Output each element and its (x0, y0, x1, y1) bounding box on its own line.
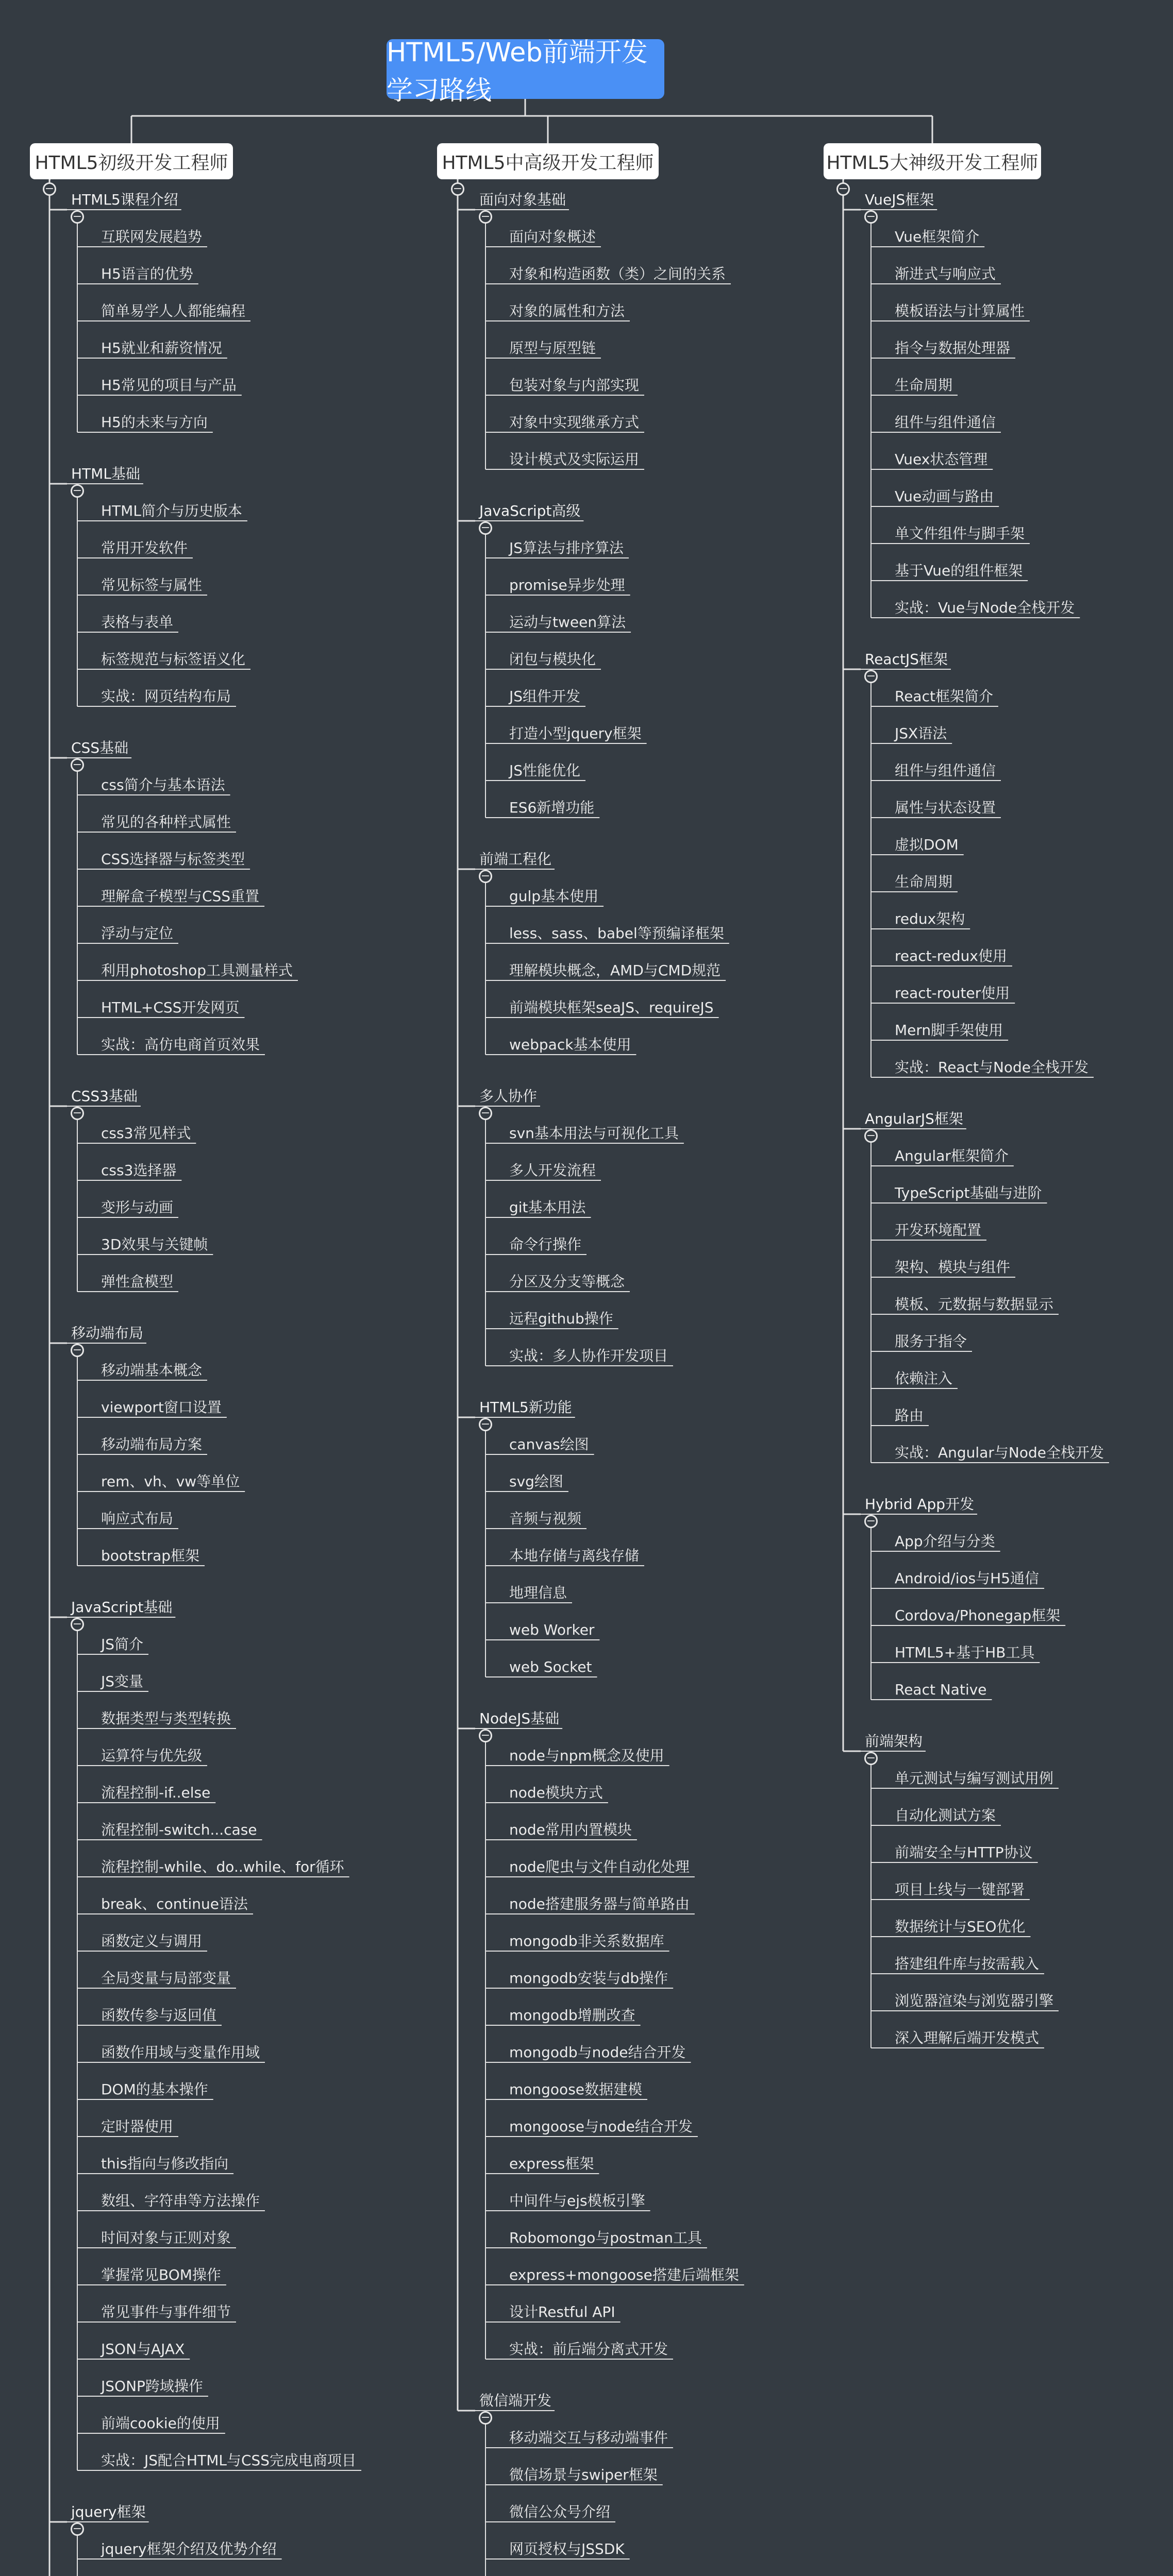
list-item[interactable]: JS性能优化 (509, 762, 581, 779)
list-item[interactable]: mongodb增删改查 (509, 2007, 635, 2024)
list-item[interactable]: 常用开发软件 (101, 539, 188, 556)
list-item[interactable]: viewport窗口设置 (101, 1399, 222, 1416)
list-item[interactable]: mongoose数据建模 (509, 2081, 643, 2098)
list-item[interactable]: 前端模块框架seaJS、requireJS (509, 999, 714, 1016)
list-item[interactable]: 函数作用域与变量作用域 (101, 2044, 260, 2061)
list-item[interactable]: 生命周期 (895, 377, 953, 394)
list-item[interactable]: H5就业和薪资情况 (101, 340, 222, 357)
list-item[interactable]: 浮动与定位 (101, 925, 174, 942)
list-item[interactable]: 开发环境配置 (895, 1222, 982, 1239)
list-item[interactable]: 微信场景与swiper框架 (509, 2466, 658, 2483)
list-item[interactable]: 服务于指令 (895, 1333, 967, 1350)
list-item[interactable]: 组件与组件通信 (895, 762, 996, 779)
list-item[interactable]: 项目上线与一键部署 (895, 1881, 1025, 1898)
list-item[interactable]: svg绘图 (509, 1473, 563, 1490)
list-item[interactable]: 实战：多人协作开发项目 (509, 1347, 668, 1364)
list-item[interactable]: canvas绘图 (509, 1436, 589, 1453)
list-item[interactable]: rem、vh、vw等单位 (101, 1473, 240, 1490)
section-2-4-toggle[interactable]: − (479, 1107, 492, 1120)
list-item[interactable]: 设计模式及实际运用 (509, 451, 640, 468)
list-item[interactable]: 命令行操作 (509, 1236, 582, 1253)
list-item[interactable]: 实战：React与Node全栈开发 (895, 1059, 1089, 1076)
list-item[interactable]: 响应式布局 (101, 1510, 174, 1527)
column-header-1: HTML5初级开发工程师 (30, 143, 233, 179)
list-item[interactable]: 常见标签与属性 (101, 577, 203, 594)
list-item[interactable]: App介绍与分类 (895, 1533, 995, 1550)
column-2-toggle[interactable]: − (451, 182, 464, 196)
section-2-7-toggle[interactable]: − (479, 2411, 492, 2425)
list-item[interactable]: H5的未来与方向 (101, 414, 208, 431)
section-2-3-toggle[interactable]: − (479, 870, 492, 883)
list-item[interactable]: 微信公众号介绍 (509, 2503, 611, 2520)
section-title[interactable]: jquery框架 (71, 2503, 146, 2520)
list-item[interactable]: 依赖注入 (895, 1370, 953, 1387)
list-item[interactable]: mongodb非关系数据库 (509, 1933, 664, 1950)
list-item[interactable]: 网页授权与JSSDK (509, 2540, 625, 2557)
list-item[interactable]: promise异步处理 (509, 577, 625, 594)
section-title[interactable]: ReactJS框架 (865, 651, 948, 668)
list-item[interactable]: css简介与基本语法 (101, 776, 225, 793)
list-item[interactable]: 前端cookie的使用 (101, 2415, 220, 2432)
list-item[interactable]: 流程控制-if..else (101, 1784, 211, 1801)
list-item[interactable]: JSON与AJAX (101, 2341, 185, 2358)
section-title[interactable]: 前端架构 (865, 1733, 923, 1750)
list-item[interactable]: css3选择器 (101, 1162, 177, 1179)
list-item[interactable]: DOM的基本操作 (101, 2081, 208, 2098)
list-item[interactable]: 属性与状态设置 (895, 799, 996, 816)
list-item[interactable]: mongodb安装与db操作 (509, 1970, 668, 1987)
list-item[interactable]: 基于Vue的组件框架 (895, 562, 1023, 579)
list-item[interactable]: 组件与组件通信 (895, 414, 996, 431)
list-item[interactable]: 流程控制-while、do..while、for循环 (101, 1858, 344, 1875)
list-item[interactable]: 常见的各种样式属性 (101, 814, 231, 831)
list-item[interactable]: node与npm概念及使用 (509, 1747, 664, 1764)
section-title[interactable]: AngularJS框架 (865, 1110, 963, 1127)
list-item[interactable]: 设计Restful API (509, 2303, 615, 2320)
section-1-4-toggle[interactable]: − (71, 1107, 84, 1120)
list-item[interactable]: webpack基本使用 (509, 1036, 631, 1053)
list-item[interactable]: 生命周期 (895, 873, 953, 890)
section-3-5-toggle[interactable]: − (864, 1752, 878, 1765)
list-item[interactable]: 移动端基本概念 (101, 1362, 203, 1379)
page-title: HTML5/Web前端开发学习路线 (387, 39, 664, 99)
column-1-toggle[interactable]: − (43, 182, 56, 196)
list-item[interactable]: HTML5+基于HB工具 (895, 1644, 1035, 1661)
list-item[interactable]: H5语言的优势 (101, 265, 193, 282)
section-title[interactable]: 面向对象基础 (479, 191, 566, 208)
list-item[interactable]: 单文件组件与脚手架 (895, 525, 1025, 542)
list-item[interactable]: JSONP跨域操作 (101, 2378, 203, 2395)
section-2-2-toggle[interactable]: − (479, 521, 492, 535)
list-item[interactable]: 移动端布局方案 (101, 1436, 203, 1453)
list-item[interactable]: 时间对象与正则对象 (101, 2229, 231, 2246)
list-item[interactable]: JS变量 (101, 1673, 144, 1690)
list-item[interactable]: 多人开发流程 (509, 1162, 596, 1179)
list-item[interactable]: JS组件开发 (509, 688, 581, 705)
list-item[interactable]: JS简介 (101, 1636, 144, 1653)
section-title[interactable]: 前端工程化 (479, 851, 552, 868)
list-item[interactable]: 浏览器渲染与浏览器引擎 (895, 1992, 1054, 2009)
list-item[interactable]: 单元测试与编写测试用例 (895, 1770, 1054, 1787)
list-item[interactable]: 表格与表单 (101, 614, 174, 631)
list-item[interactable]: 实战：网页结构布局 (101, 688, 231, 705)
column-3-toggle[interactable]: − (836, 182, 850, 196)
list-item[interactable]: 函数定义与调用 (101, 1933, 203, 1950)
list-item[interactable]: Vue动画与路由 (895, 488, 994, 505)
section-1-6-toggle[interactable]: − (71, 1618, 84, 1631)
section-title[interactable]: 微信端开发 (479, 2392, 552, 2409)
list-item[interactable]: 简单易学人人都能编程 (101, 302, 246, 319)
section-1-3-toggle[interactable]: − (71, 758, 84, 772)
section-1-2-toggle[interactable]: − (71, 484, 84, 498)
section-3-4-toggle[interactable]: − (864, 1515, 878, 1528)
section-3-3-toggle[interactable]: − (864, 1129, 878, 1143)
list-item[interactable]: 实战：高仿电商首页效果 (101, 1036, 260, 1053)
list-item[interactable]: 原型与原型链 (509, 340, 596, 357)
section-title[interactable]: 多人协作 (479, 1088, 538, 1105)
list-item[interactable]: 架构、模块与组件 (895, 1259, 1011, 1276)
list-item[interactable]: git基本用法 (509, 1199, 586, 1216)
section-title[interactable]: JavaScript基础 (71, 1599, 173, 1616)
list-item[interactable]: 模板、元数据与数据显示 (895, 1296, 1054, 1313)
list-item[interactable]: redux架构 (895, 910, 965, 927)
list-item[interactable]: 互联网发展趋势 (101, 228, 203, 245)
list-item[interactable]: 利用photoshop工具测量样式 (101, 962, 293, 979)
list-item[interactable]: web Worker (509, 1621, 595, 1638)
list-item[interactable]: ES6新增功能 (509, 799, 595, 816)
list-item[interactable]: 函数传参与返回值 (101, 2007, 217, 2024)
list-item[interactable]: Cordova/Phonegap框架 (895, 1607, 1061, 1624)
list-item[interactable]: HTML+CSS开发网页 (101, 999, 240, 1016)
list-item[interactable]: 中间件与ejs模板引擎 (509, 2192, 645, 2209)
list-item[interactable]: 闭包与模块化 (509, 651, 596, 668)
section-title[interactable]: HTML5新功能 (479, 1399, 572, 1416)
section-1-1-toggle[interactable]: − (71, 210, 84, 224)
list-item[interactable]: 数据统计与SEO优化 (895, 1918, 1026, 1935)
section-title[interactable]: VueJS框架 (865, 191, 934, 208)
list-item[interactable]: 路由 (895, 1407, 924, 1424)
list-item[interactable]: css3常见样式 (101, 1125, 191, 1142)
list-item[interactable]: node爬虫与文件自动化处理 (509, 1858, 690, 1875)
list-item[interactable]: node常用内置模块 (509, 1821, 632, 1838)
list-item[interactable]: less、sass、babel等预编译框架 (509, 925, 724, 942)
list-item[interactable]: React框架简介 (895, 688, 993, 705)
list-item[interactable]: React Native (895, 1681, 987, 1698)
list-item[interactable]: react-router使用 (895, 985, 1010, 1002)
list-item[interactable]: break、continue语法 (101, 1895, 248, 1912)
list-item[interactable]: gulp基本使用 (509, 888, 599, 905)
list-item[interactable]: bootstrap框架 (101, 1547, 200, 1564)
section-title[interactable]: CSS基础 (71, 739, 129, 756)
section-title[interactable]: CSS3基础 (71, 1088, 138, 1105)
list-item[interactable]: this指向与修改指向 (101, 2155, 229, 2172)
section-2-5-toggle[interactable]: − (479, 1418, 492, 1431)
list-item[interactable]: 前端安全与HTTP协议 (895, 1844, 1033, 1861)
list-item[interactable]: JSX语法 (895, 725, 947, 742)
list-item[interactable]: 远程github操作 (509, 1310, 613, 1327)
list-item[interactable]: express框架 (509, 2155, 594, 2172)
list-item[interactable]: 面向对象概述 (509, 228, 596, 245)
list-item[interactable]: 理解模块概念，AMD与CMD规范 (509, 962, 721, 979)
list-item[interactable]: 常见事件与事件细节 (101, 2303, 231, 2320)
list-item[interactable]: express+mongoose搭建后端框架 (509, 2266, 739, 2283)
list-item[interactable]: 渐进式与响应式 (895, 265, 996, 282)
list-item[interactable]: 数组、字符串等方法操作 (101, 2192, 260, 2209)
list-item[interactable]: Vuex状态管理 (895, 451, 988, 468)
section-1-5-toggle[interactable]: − (71, 1344, 84, 1357)
list-item[interactable]: Angular框架简介 (895, 1147, 1009, 1164)
list-item[interactable]: 实战：Angular与Node全栈开发 (895, 1444, 1104, 1461)
list-item[interactable]: Robomongo与postman工具 (509, 2229, 702, 2246)
list-item[interactable]: TypeScript基础与进阶 (895, 1184, 1042, 1201)
section-2-6-toggle[interactable]: − (479, 1729, 492, 1742)
list-item[interactable]: 实战：前后端分离式开发 (509, 2341, 668, 2358)
section-title[interactable]: NodeJS基础 (479, 1710, 560, 1727)
section-title[interactable]: Hybrid App开发 (865, 1496, 975, 1513)
list-item[interactable]: 指令与数据处理器 (895, 340, 1011, 357)
list-item[interactable]: 标签规范与标签语义化 (101, 651, 246, 668)
list-item[interactable]: JS算法与排序算法 (509, 539, 624, 556)
list-item[interactable]: 本地存储与离线存储 (509, 1547, 640, 1564)
list-item[interactable]: 对象的属性和方法 (509, 302, 625, 319)
list-item[interactable]: 包装对象与内部实现 (509, 377, 640, 394)
list-item[interactable]: 搭建组件库与按需载入 (895, 1955, 1040, 1972)
list-item[interactable]: 音频与视频 (509, 1510, 582, 1527)
list-item[interactable]: 运动与tween算法 (509, 614, 626, 631)
section-2-1-toggle[interactable]: − (479, 210, 492, 224)
section-title[interactable]: HTML基础 (71, 465, 140, 482)
list-item[interactable]: 自动化测试方案 (895, 1807, 996, 1824)
list-item[interactable]: 地理信息 (509, 1584, 567, 1601)
section-title[interactable]: JavaScript高级 (479, 502, 581, 519)
list-item[interactable]: 深入理解后端开发模式 (895, 2029, 1040, 2046)
list-item[interactable]: react-redux使用 (895, 947, 1007, 964)
section-1-7-toggle[interactable]: − (71, 2522, 84, 2536)
list-item[interactable]: mongodb与node结合开发 (509, 2044, 686, 2061)
list-item[interactable]: 对象和构造函数（类）之间的关系 (509, 265, 726, 282)
column-header-3: HTML5大神级开发工程师 (824, 143, 1041, 179)
list-item[interactable]: 数据类型与类型转换 (101, 1710, 231, 1727)
list-item[interactable]: 理解盒子模型与CSS重置 (101, 888, 260, 905)
list-item[interactable]: 分区及分支等概念 (509, 1273, 625, 1290)
section-title[interactable]: HTML5课程介绍 (71, 191, 178, 208)
list-item[interactable]: 3D效果与关键帧 (101, 1236, 208, 1253)
list-item[interactable]: 模板语法与计算属性 (895, 302, 1025, 319)
list-item[interactable]: node模块方式 (509, 1784, 603, 1801)
list-item[interactable]: 定时器使用 (101, 2118, 174, 2135)
section-3-2-toggle[interactable]: − (864, 670, 878, 683)
list-item[interactable]: web Socket (509, 1658, 592, 1675)
list-item[interactable]: node搭建服务器与简单路由 (509, 1895, 690, 1912)
column-header-2: HTML5中高级开发工程师 (437, 143, 659, 179)
list-item[interactable]: H5常见的项目与产品 (101, 377, 237, 394)
list-item[interactable]: 虚拟DOM (895, 836, 959, 853)
list-item[interactable]: 移动端交互与移动端事件 (509, 2429, 668, 2446)
list-item[interactable]: 打造小型jquery框架 (509, 725, 642, 742)
section-3-1-toggle[interactable]: − (864, 210, 878, 224)
list-item[interactable]: 实战：JS配合HTML与CSS完成电商项目 (101, 2452, 357, 2469)
list-item[interactable]: svn基本用法与可视化工具 (509, 1125, 679, 1142)
list-item[interactable]: Mern脚手架使用 (895, 1022, 1003, 1039)
list-item[interactable]: Vue框架简介 (895, 228, 980, 245)
section-title[interactable]: 移动端布局 (71, 1325, 144, 1342)
list-item[interactable]: jquery框架介绍及优势介绍 (101, 2540, 277, 2557)
list-item[interactable]: 对象中实现继承方式 (509, 414, 640, 431)
list-item[interactable]: 运算符与优先级 (101, 1747, 203, 1764)
list-item[interactable]: mongoose与node结合开发 (509, 2118, 693, 2135)
list-item[interactable]: CSS选择器与标签类型 (101, 851, 245, 868)
list-item[interactable]: 变形与动画 (101, 1199, 174, 1216)
list-item[interactable]: 弹性盒模型 (101, 1273, 174, 1290)
list-item[interactable]: 流程控制-switch...case (101, 1821, 257, 1838)
list-item[interactable]: 实战：Vue与Node全栈开发 (895, 599, 1075, 616)
list-item[interactable]: 掌握常见BOM操作 (101, 2266, 221, 2283)
list-item[interactable]: 全局变量与局部变量 (101, 1970, 231, 1987)
list-item[interactable]: Android/ios与H5通信 (895, 1570, 1040, 1587)
list-item[interactable]: HTML简介与历史版本 (101, 502, 242, 519)
